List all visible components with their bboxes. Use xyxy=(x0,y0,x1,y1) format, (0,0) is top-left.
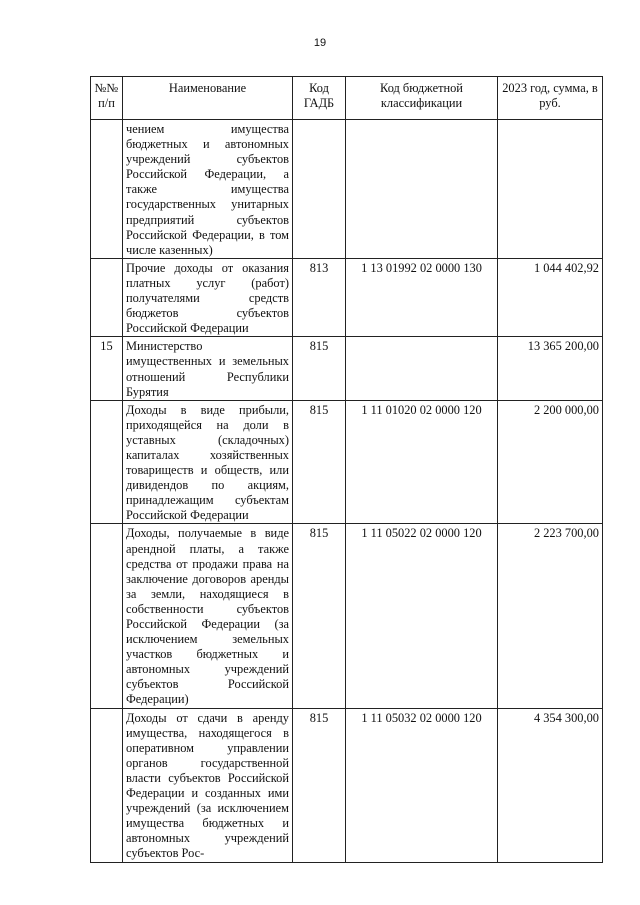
budget-revenue-table xyxy=(90,76,603,863)
header-amount-2023: 2023 год, сумма, в руб. xyxy=(498,77,603,120)
row-name-cell: Доходы от сдачи в аренду имущества, находящегося в оперативном управлении органов государственной власти субъектов Российской Федерации и созданных ими учреждений (за исключением имущества бюджетных и автономных учреждений субъектов Рос- xyxy=(123,708,293,862)
row-name-cell: Министерство имущественных и земельных отношений Республики Бурятия xyxy=(123,337,293,400)
row-gadb-cell xyxy=(293,120,346,259)
row-number-cell xyxy=(91,708,123,862)
header-name: Наименование xyxy=(123,77,293,120)
row-number-cell xyxy=(91,400,123,524)
row-amount-cell: 13 365 200,00 xyxy=(498,337,603,400)
row-name-cell: чением имущества бюджетных и автономных учреждений субъектов Российской Федерации, а также имущества государственных унитарных предприятий субъектов Российской Федерации, в том числе казенных) xyxy=(123,120,293,259)
row-amount-cell: 4 354 300,00 xyxy=(498,708,603,862)
table-row xyxy=(91,258,603,336)
row-kbk-cell: 1 11 01020 02 0000 120 xyxy=(346,400,498,524)
row-kbk-cell: 1 13 01992 02 0000 130 xyxy=(346,258,498,336)
table-row xyxy=(91,337,603,400)
row-kbk-cell xyxy=(346,120,498,259)
table-header-row xyxy=(91,77,603,120)
row-number-cell xyxy=(91,524,123,708)
row-amount-cell xyxy=(498,120,603,259)
row-number-cell: 15 xyxy=(91,337,123,400)
table-row xyxy=(91,400,603,524)
row-number-cell xyxy=(91,120,123,259)
row-name-cell: Прочие доходы от оказания платных услуг (работ) получателями средств бюджетов субъектов Российской Федерации xyxy=(123,258,293,336)
header-gadb-code: Код ГАДБ xyxy=(293,77,346,120)
row-name-cell: Доходы в виде прибыли, приходящейся на доли в уставных (складочных) капиталах хозяйственных товариществ и обществ, или дивидендов по акциям, принадлежащим субъектам Российской Федерации xyxy=(123,400,293,524)
row-gadb-cell: 815 xyxy=(293,337,346,400)
row-gadb-cell: 813 xyxy=(293,258,346,336)
row-name-cell: Доходы, получаемые в виде арендной платы, а также средства от продажи права на заключение договоров аренды за земли, находящиеся в собственности субъектов Российской Федерации (за исключением земельных участков бюджетных и автономных учреждений субъектов Российской Федерации) xyxy=(123,524,293,708)
row-amount-cell: 1 044 402,92 xyxy=(498,258,603,336)
header-budget-classification-code: Код бюджетной классификации xyxy=(346,77,498,120)
table-row xyxy=(91,708,603,862)
row-gadb-cell: 815 xyxy=(293,400,346,524)
page-number: 19 xyxy=(313,37,327,49)
row-number-cell xyxy=(91,258,123,336)
header-row-number: №№ п/п xyxy=(91,77,123,120)
row-kbk-cell: 1 11 05032 02 0000 120 xyxy=(346,708,498,862)
row-kbk-cell: 1 11 05022 02 0000 120 xyxy=(346,524,498,708)
table-row xyxy=(91,120,603,259)
row-amount-cell: 2 200 000,00 xyxy=(498,400,603,524)
row-gadb-cell: 815 xyxy=(293,524,346,708)
row-gadb-cell: 815 xyxy=(293,708,346,862)
row-amount-cell: 2 223 700,00 xyxy=(498,524,603,708)
table-row xyxy=(91,524,603,708)
row-kbk-cell xyxy=(346,337,498,400)
